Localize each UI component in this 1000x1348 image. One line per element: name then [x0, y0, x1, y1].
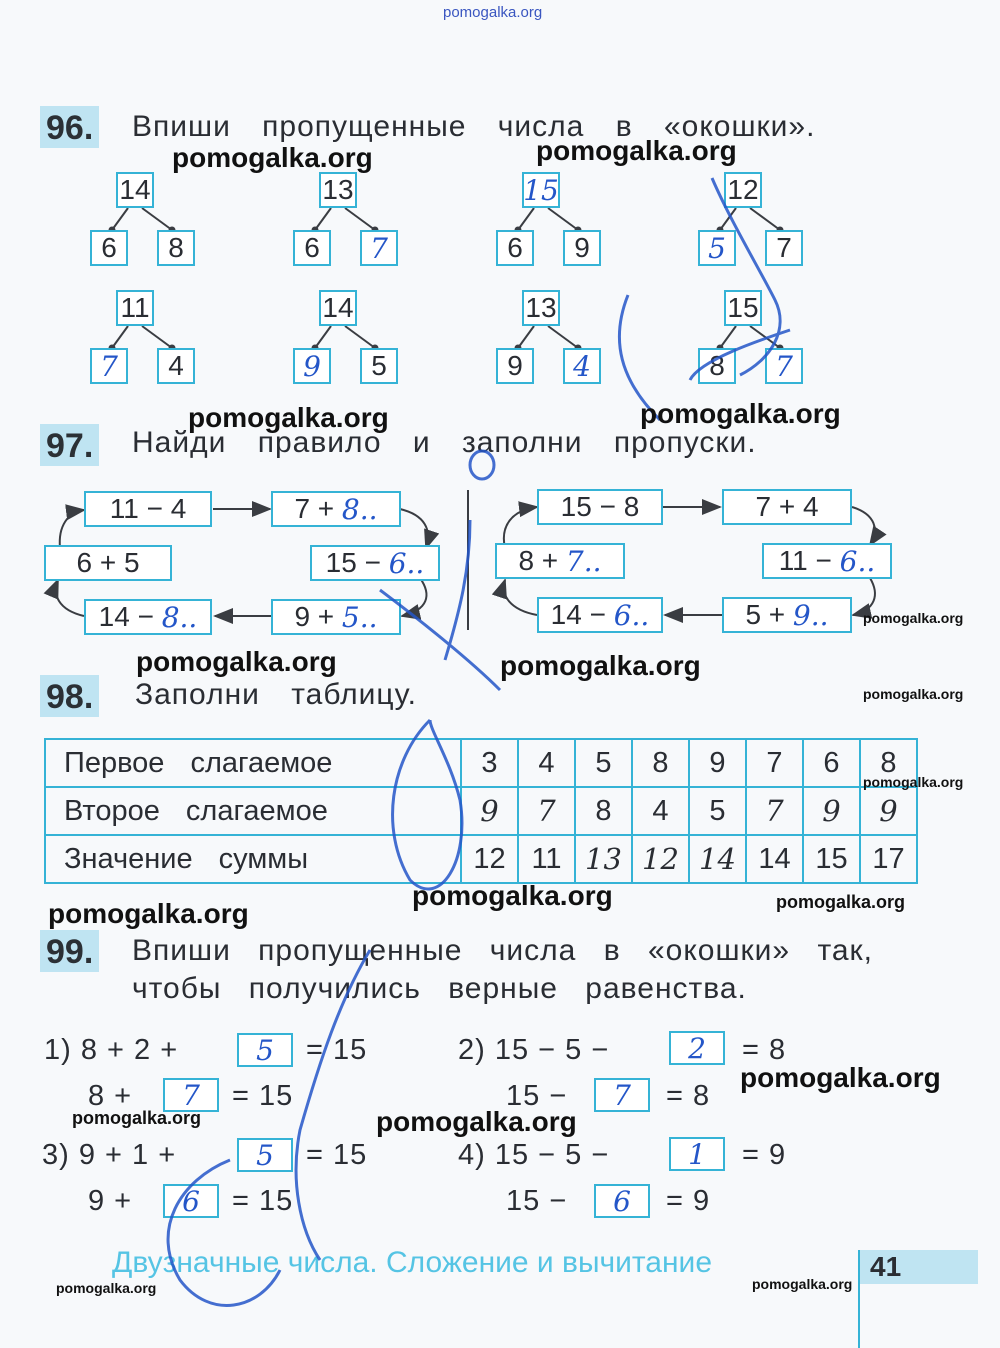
eq4a-post: = 9: [742, 1139, 787, 1171]
watermark: pomogalka.org: [863, 686, 964, 702]
table-cell: 12: [461, 835, 518, 883]
table-cell[interactable]: 7: [518, 787, 575, 835]
table-cell[interactable]: 12: [632, 835, 689, 883]
eq3a-post: = 15: [306, 1139, 368, 1171]
tree-right-box[interactable]: 4: [563, 348, 601, 384]
eq3a-box[interactable]: 5: [237, 1138, 293, 1172]
task-97-text: Найди правило и заполни пропуски.: [132, 426, 757, 459]
eq4b-pre: 15 −: [506, 1185, 568, 1217]
table-cell: 14: [746, 835, 803, 883]
eq1a-post: = 15: [306, 1034, 368, 1066]
tree-top-box: 13: [319, 172, 357, 208]
watermark: pomogalka.org: [776, 892, 906, 912]
tree-left-box[interactable]: 5: [698, 230, 736, 266]
eq1b-box[interactable]: 7: [163, 1078, 219, 1112]
tree-right-box: 7: [765, 230, 803, 266]
watermark: pomogalka.org: [863, 774, 964, 790]
watermark: pomogalka.org: [863, 610, 964, 626]
row-label: Второе слагаемое: [45, 787, 461, 835]
eq4b-box[interactable]: 6: [594, 1184, 650, 1218]
tree-left-box: 9: [496, 348, 534, 384]
table-cell: 7: [746, 739, 803, 787]
watermark: pomogalka.org: [48, 898, 249, 929]
watermark: pomogalka.org: [72, 1108, 202, 1128]
table-cell[interactable]: 9: [803, 787, 860, 835]
page-number: 41: [860, 1250, 978, 1284]
table-cell: 4: [632, 787, 689, 835]
table-cell[interactable]: 7: [746, 787, 803, 835]
left-top-b-box: 7 + 8..: [271, 491, 401, 527]
right-mid-right-box: 11 − 6..: [762, 543, 892, 579]
tree-right-box[interactable]: 7: [360, 230, 398, 266]
eq2b-post: = 8: [666, 1080, 711, 1112]
top-watermark: pomogalka.org: [443, 4, 543, 21]
right-mid-left-box: 8 + 7..: [495, 543, 625, 579]
tree-right-box[interactable]: 7: [765, 348, 803, 384]
row-label: Первое слагаемое: [45, 739, 461, 787]
left-bot-a-box: 14 − 8..: [84, 599, 212, 635]
table-row: [45, 739, 917, 787]
watermark: pomogalka.org: [136, 646, 337, 677]
eq1b-pre: 8 +: [88, 1080, 133, 1112]
page-margin-line: [858, 1250, 860, 1348]
eq1a-box[interactable]: 5: [237, 1033, 293, 1067]
eq3b-post: = 15: [232, 1185, 294, 1217]
watermark: pomogalka.org: [188, 402, 389, 433]
tree-top-box: 14: [116, 172, 154, 208]
task-99-text-line2: чтобы получились верные равенства.: [132, 972, 747, 1005]
table-cell: 15: [803, 835, 860, 883]
table-cell: 5: [689, 787, 746, 835]
task-96-text: Впиши пропущенные числа в «окошки».: [132, 110, 816, 143]
eq1a-pre: 1) 8 + 2 +: [44, 1034, 179, 1066]
tree-right-box: 4: [157, 348, 195, 384]
eq3b-pre: 9 +: [88, 1185, 133, 1217]
eq2b-pre: 15 −: [506, 1080, 568, 1112]
table-cell: 6: [803, 739, 860, 787]
watermark: pomogalka.org: [640, 398, 841, 429]
left-top-a-box: 11 − 4: [84, 491, 212, 527]
task-97-number: 97.: [40, 424, 99, 466]
table-cell[interactable]: 9: [461, 787, 518, 835]
table-cell[interactable]: 9: [860, 787, 917, 835]
table-cell: 17: [860, 835, 917, 883]
tree-left-box: 6: [293, 230, 331, 266]
tree-top-box: 14: [319, 290, 357, 326]
row-label: Значение суммы: [45, 835, 461, 883]
tree-top-box: 12: [724, 172, 762, 208]
table-cell[interactable]: 14: [689, 835, 746, 883]
eq2a-box[interactable]: 2: [669, 1031, 725, 1065]
tree-top-box: 15: [724, 290, 762, 326]
table-cell: 4: [518, 739, 575, 787]
eq1b-post: = 15: [232, 1080, 294, 1112]
tree-right-box: 8: [157, 230, 195, 266]
right-top-b-box: 7 + 4: [722, 489, 852, 525]
left-bot-b-box: 9 + 5..: [271, 599, 401, 635]
eq4b-post: = 9: [666, 1185, 711, 1217]
task-96-number: 96.: [40, 106, 99, 148]
table-cell: 5: [575, 739, 632, 787]
tree-left-box[interactable]: 9: [293, 348, 331, 384]
footer-title: Двузначные числа. Сложение и вычитание: [112, 1246, 712, 1279]
left-mid-right-box: 15 − 6..: [310, 545, 440, 581]
task-99-number: 99.: [40, 930, 99, 972]
tree-right-box: 9: [563, 230, 601, 266]
watermark: pomogalka.org: [536, 135, 737, 166]
tree-right-box: 5: [360, 348, 398, 384]
watermark: pomogalka.org: [56, 1280, 157, 1296]
table-cell[interactable]: 13: [575, 835, 632, 883]
right-bot-b-box: 5 + 9..: [722, 597, 852, 633]
task-98-text: Заполни таблицу.: [135, 678, 417, 711]
eq4a-pre: 4) 15 − 5 −: [458, 1139, 610, 1171]
sum-table: [44, 738, 918, 884]
tree-left-box: 6: [496, 230, 534, 266]
tree-top-box: 13: [522, 290, 560, 326]
table-row: [45, 787, 917, 835]
task-98-number: 98.: [40, 675, 99, 717]
table-cell: 11: [518, 835, 575, 883]
table-cell: 9: [689, 739, 746, 787]
eq2a-post: = 8: [742, 1034, 787, 1066]
eq2a-pre: 2) 15 − 5 −: [458, 1034, 610, 1066]
eq3a-pre: 3) 9 + 1 +: [42, 1139, 177, 1171]
watermark: pomogalka.org: [376, 1106, 577, 1137]
task-99-text-line1: Впиши пропущенные числа в «окошки» так,: [132, 934, 873, 967]
tree-left-box[interactable]: 7: [90, 348, 128, 384]
watermark: pomogalka.org: [412, 880, 613, 911]
left-mid-left-box: 6 + 5: [44, 545, 172, 581]
right-top-a-box: 15 − 8: [537, 489, 663, 525]
tree-left-box: 8: [698, 348, 736, 384]
tree-top-box: 11: [116, 290, 154, 326]
right-bot-a-box: 14 − 6..: [537, 597, 663, 633]
table-cell: 3: [461, 739, 518, 787]
table-cell: 8: [575, 787, 632, 835]
watermark: pomogalka.org: [500, 650, 701, 681]
table-cell: 8: [860, 739, 917, 787]
task-97-divider: [467, 490, 469, 630]
table-row: [45, 835, 917, 883]
watermark: pomogalka.org: [740, 1062, 941, 1093]
watermark: pomogalka.org: [752, 1276, 853, 1292]
watermark: pomogalka.org: [172, 142, 373, 173]
tree-top-box[interactable]: 15: [523, 173, 559, 207]
tree-left-box: 6: [90, 230, 128, 266]
eq2b-box[interactable]: 7: [594, 1078, 650, 1112]
eq3b-box[interactable]: 6: [163, 1184, 219, 1218]
eq4a-box[interactable]: 1: [669, 1137, 725, 1171]
table-cell: 8: [632, 739, 689, 787]
